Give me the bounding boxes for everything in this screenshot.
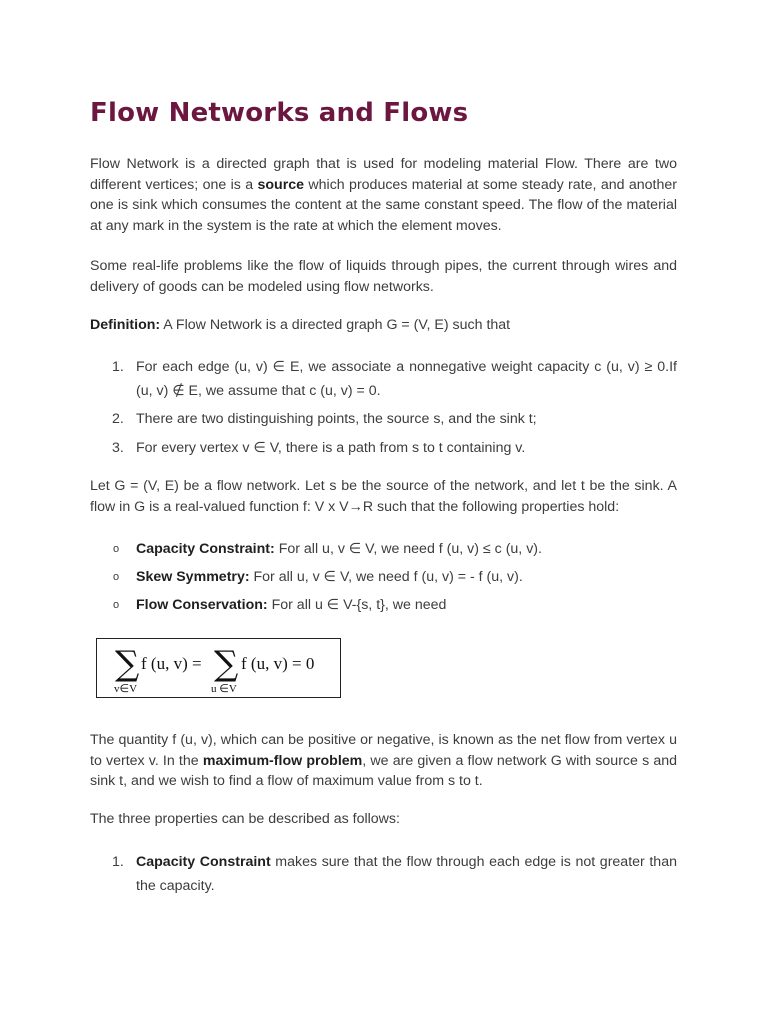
net-flow-bold: maximum-flow problem (202, 752, 363, 769)
definition-list-item (112, 407, 677, 431)
formula-term-2: f (u, v) = 0 (241, 654, 315, 673)
intro-bold-source: source (257, 176, 305, 193)
bullet-marker: o (113, 571, 120, 583)
bullet-marker: o (113, 599, 120, 611)
definition-paragraph (90, 315, 677, 336)
properties-list-text: makes sure that the flow through each edge is not greater than the capacity. (136, 854, 677, 894)
flow-conservation-formula (96, 638, 341, 698)
sigma-symbol-2: ∑ (214, 644, 239, 684)
properties-list-label: Capacity Constraint (136, 854, 271, 870)
property-text: For all u, v ∈ V, we need f (u, v) ≤ c (u, v). (274, 541, 542, 557)
net-flow-paragraph (90, 730, 677, 792)
property-label: Capacity Constraint: (136, 541, 275, 557)
formula-subscript-2: u ∈V (211, 683, 237, 695)
property-label: Flow Conservation: (136, 597, 268, 613)
list-text: For each edge (u, v) ∈ E, we associate a nonnegative weight capacity c (u, v) ≥ 0.If (u, v) ∉ E, we assume that c (u, v) = 0. (136, 359, 677, 399)
definition-list-item (112, 436, 677, 460)
properties-list-item (112, 850, 677, 898)
page-title: Flow Networks and Flows (90, 98, 469, 128)
definition-text: A Flow Network is a directed graph G = (V, E) such that (160, 317, 511, 333)
list-number: 1. (112, 854, 124, 870)
property-label: Skew Symmetry: (136, 569, 250, 585)
flow-intro-paragraph: Let G = (V, E) be a flow network. Let s be the source of the network, and let t be the sink. A flow in G is a real-valued function f: V x V→R such that the following properties hold: (90, 478, 677, 515)
property-bullet-item (112, 565, 677, 589)
three-properties-paragraph: The three properties can be described as follows: (90, 811, 400, 827)
net-flow-text-2: , we are given a flow network G with source s and sink t, and we wish to find a flow of maximum value from s to t. (90, 752, 677, 790)
formula-subscript-1: v∈V (114, 683, 138, 695)
bullet-marker: o (113, 543, 120, 555)
list-text: There are two distinguishing points, the source s, and the sink t; (136, 411, 537, 427)
list-number: 1. (112, 359, 124, 375)
intro-text-2: which produces material at some steady rate, and another one is sink which consumes the content at the same constant speed. The flow of the material at any mark in the system is the rate at which the element moves. (90, 176, 677, 234)
list-number: 2. (112, 411, 124, 427)
real-life-paragraph: Some real-life problems like the flow of liquids through pipes, the current through wires and delivery of goods can be modeled using flow networks. (90, 258, 677, 295)
sigma-symbol-1: ∑ (115, 644, 140, 684)
property-bullet-item (112, 537, 677, 561)
property-bullet-item (112, 593, 677, 617)
net-flow-text-1: The quantity f (u, v), which can be positive or negative, is known as the net flow from vertex u to vertex v. In the (90, 732, 677, 769)
list-number: 3. (112, 440, 124, 456)
property-text: For all u ∈ V-{s, t}, we need (267, 597, 447, 613)
intro-text-1: Flow Network is a directed graph that is used for modeling material Flow. There are two different vertices; one is a (90, 156, 677, 193)
list-text: For every vertex v ∈ V, there is a path from s to t containing v. (136, 440, 526, 456)
formula-term-1: f (u, v) = (141, 654, 202, 673)
definition-list-item (112, 355, 677, 403)
property-text: For all u, v ∈ V, we need f (u, v) = - f (u, v). (249, 569, 523, 585)
definition-label: Definition: (90, 317, 161, 333)
intro-paragraph (90, 154, 677, 236)
